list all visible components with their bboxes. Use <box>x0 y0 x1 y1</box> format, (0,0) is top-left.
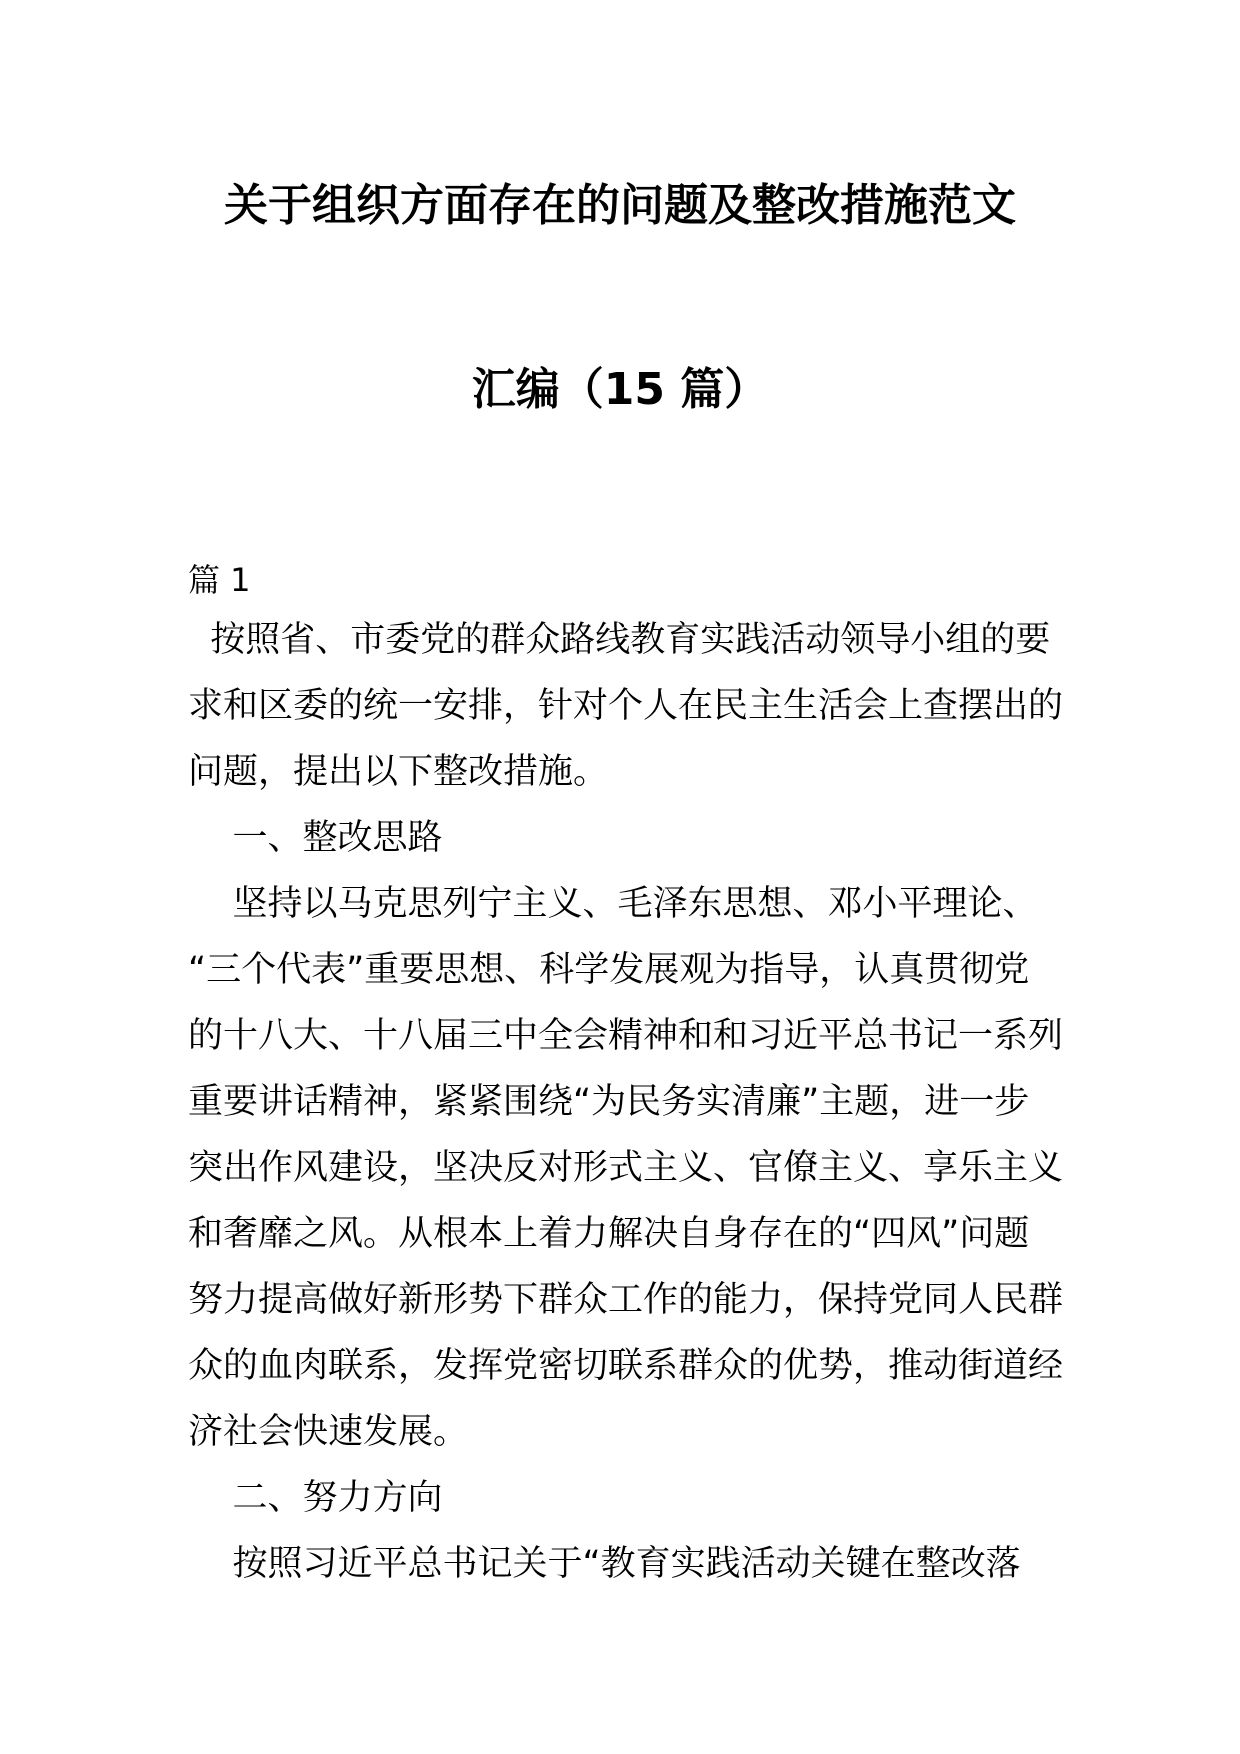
paragraph-line: 按照习近平总书记关于“教育实践活动关键在整改落 <box>188 1544 1021 1584</box>
paragraph-line: 济社会快速发展。 <box>188 1412 469 1452</box>
section-heading: 二、努力方向 <box>188 1478 443 1518</box>
document-title-line-2: 汇编（15 篇） <box>471 364 769 415</box>
paragraph-line: 重要讲话精神，紧紧围绕“为民务实清廉”主题，进一步 <box>188 1082 1030 1122</box>
paragraph-line: “三个代表”重要思想、科学发展观为指导，认真贯彻党 <box>188 950 1030 990</box>
paragraph-line: 问题，提出以下整改措施。 <box>188 752 609 792</box>
paragraph-line: 众的血肉联系，发挥党密切联系群众的优势，推动街道经 <box>188 1346 1064 1386</box>
paragraph-line: 和奢靡之风。从根本上着力解决自身存在的“四风”问题 <box>188 1214 1030 1254</box>
paragraph-line: 按照省、市委党的群众路线教育实践活动领导小组的要 <box>188 620 1051 660</box>
paragraph-line: 突出作风建设，坚决反对形式主义、官僚主义、享乐主义 <box>188 1148 1064 1188</box>
section-heading: 一、整改思路 <box>188 818 443 858</box>
paragraph-line: 的十八大、十八届三中全会精神和和习近平总书记一系列 <box>188 1016 1064 1056</box>
document-title-line-1: 关于组织方面存在的问题及整改措施范文 <box>224 180 1016 231</box>
paragraph-line: 努力提高做好新形势下群众工作的能力，保持党同人民群 <box>188 1280 1064 1320</box>
paragraph-line: 求和区委的统一安排，针对个人在民主生活会上查摆出的 <box>188 686 1064 726</box>
section-label: 篇 1 <box>188 561 251 599</box>
paragraph-line: 坚持以马克思列宁主义、毛泽东思想、邓小平理论、 <box>188 884 1038 924</box>
